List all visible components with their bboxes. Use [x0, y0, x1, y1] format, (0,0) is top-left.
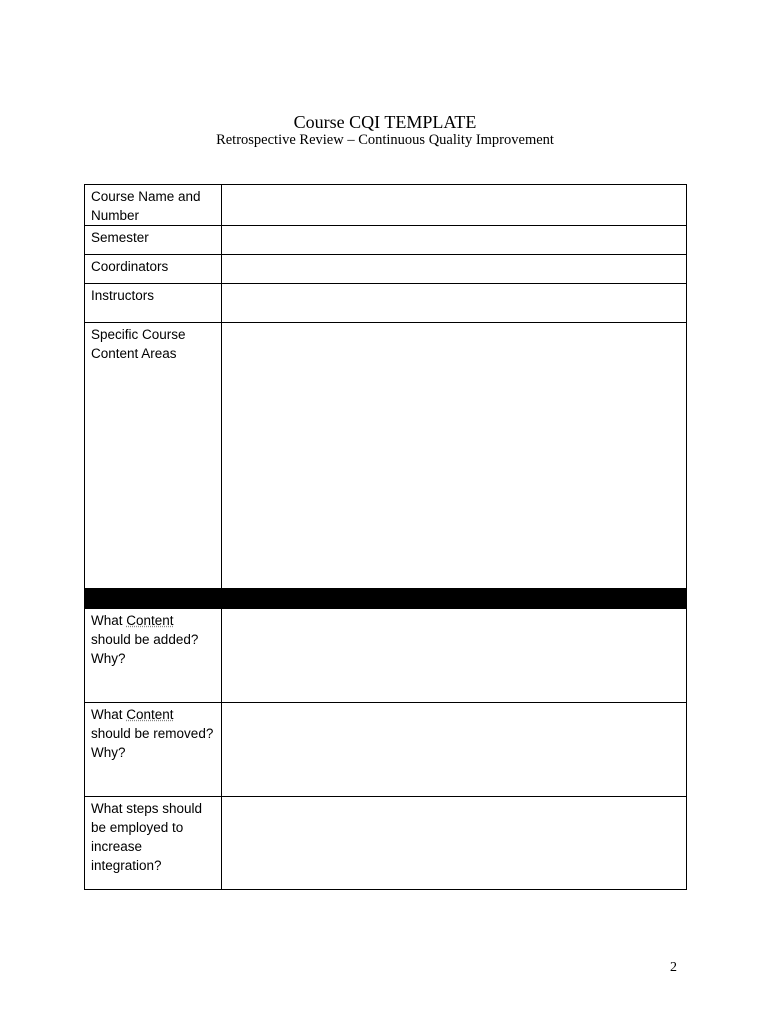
table-row [85, 226, 687, 255]
table-row [85, 185, 687, 226]
coordinators-field[interactable] [222, 255, 687, 284]
coordinators-label-cell [85, 255, 222, 284]
cqi-form-table [84, 184, 687, 890]
page-number: 2 [670, 960, 677, 975]
content-removed-label [85, 703, 221, 762]
divider-cell [85, 589, 222, 609]
content-removed-field[interactable] [222, 703, 687, 797]
course-name-label: Course Name and Number [91, 189, 201, 223]
label-part: Content [126, 707, 174, 722]
table-row [85, 284, 687, 323]
instructors-field[interactable] [222, 284, 687, 323]
instructors-label: Instructors [91, 288, 155, 303]
section-divider-row [85, 589, 687, 609]
label-part: Content [126, 613, 174, 628]
integration-steps-label-cell [85, 797, 222, 890]
document-subtitle: Retrospective Review – Continuous Quality Improvement [216, 132, 554, 148]
table-row [85, 323, 687, 589]
label-part: What [91, 613, 127, 628]
instructors-label-cell [85, 284, 222, 323]
table-row [85, 797, 687, 890]
content-added-label-cell [85, 609, 222, 703]
content-areas-field[interactable] [222, 323, 687, 589]
label-part: What [91, 707, 127, 722]
content-added-label [85, 609, 221, 668]
table-row [85, 703, 687, 797]
content-areas-label-cell [85, 323, 222, 589]
label-part: should be removed? Why? [91, 726, 214, 760]
course-name-field[interactable] [222, 185, 687, 226]
document-title: Course CQI TEMPLATE [293, 112, 477, 132]
table-row [85, 609, 687, 703]
integration-steps-label: What steps should be employed to increase integration? [91, 801, 203, 873]
content-added-field[interactable] [222, 609, 687, 703]
divider-cell [222, 589, 687, 609]
course-name-label-cell [85, 185, 222, 226]
label-part: should be added? Why? [91, 632, 199, 666]
coordinators-label: Coordinators [91, 259, 169, 274]
semester-label-cell [85, 226, 222, 255]
content-areas-label: Specific Course Content Areas [91, 327, 186, 361]
table-row [85, 255, 687, 284]
semester-field[interactable] [222, 226, 687, 255]
semester-label: Semester [91, 230, 149, 245]
content-removed-label-cell [85, 703, 222, 797]
integration-steps-field[interactable] [222, 797, 687, 890]
